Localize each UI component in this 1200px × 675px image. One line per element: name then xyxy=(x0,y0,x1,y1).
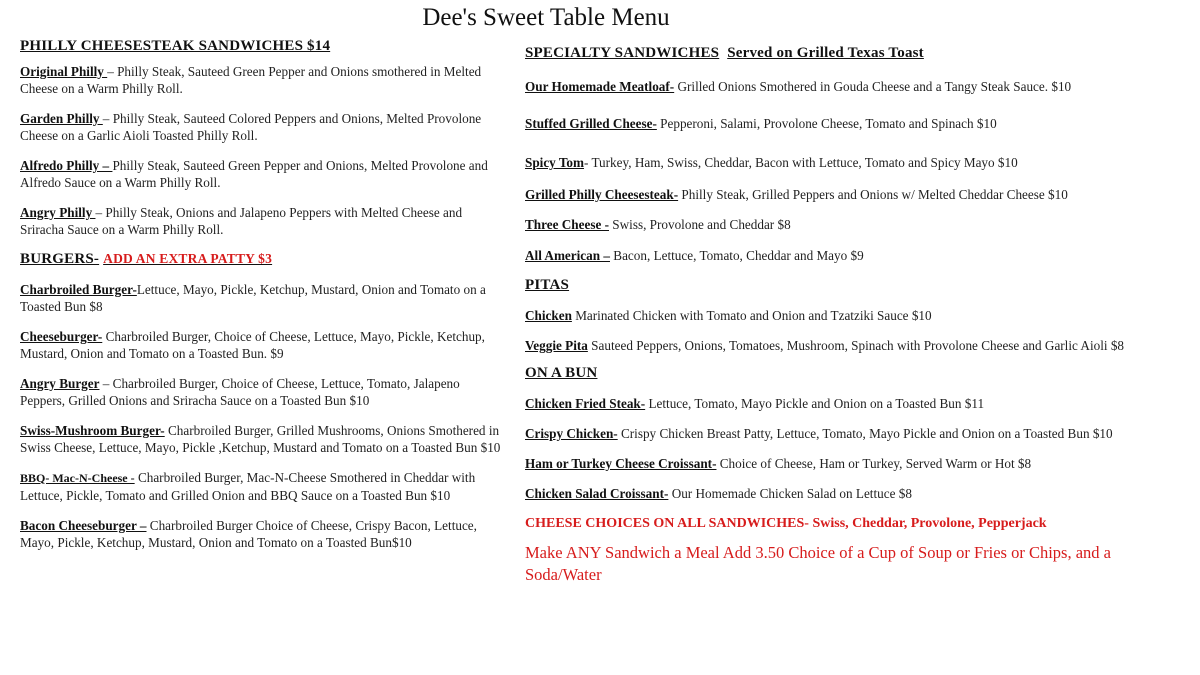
pitas-heading: PITAS xyxy=(525,277,570,293)
menu-title: Dee's Sweet Table Menu xyxy=(422,4,670,31)
item-name: Original Philly xyxy=(20,64,108,79)
menu-item xyxy=(525,216,1175,233)
item-desc: – Philly Steak, Onions and Jalapeno Peppers with Melted Cheese and Sriracha Sauce on a Warm Philly Roll. xyxy=(20,205,463,237)
item-name: Veggie Pita xyxy=(525,338,588,353)
menu-item xyxy=(525,455,1175,472)
menu-item xyxy=(20,375,508,409)
menu-item xyxy=(20,328,508,362)
item-desc: Marinated Chicken with Tomato and Onion and Tzatziki Sauce $10 xyxy=(571,308,932,323)
item-name: Spicy Tom xyxy=(525,155,585,170)
menu-item xyxy=(20,110,508,144)
item-name: Grilled Philly Cheesesteak- xyxy=(525,187,679,202)
specialty-heading xyxy=(525,45,1175,62)
item-desc: Charbroiled Burger, Grilled Mushrooms, Onions Smothered in Swiss Cheese, Lettuce, Mayo, Pickle ,Ketchup, Mustard and Tomato on a Toasted Bun $10 xyxy=(20,423,501,455)
cheese-choices: CHEESE CHOICES ON ALL SANDWICHES- Swiss, Cheddar, Provolone, Pepperjack xyxy=(525,516,1047,531)
item-desc: - Turkey, Ham, Swiss, Cheddar, Bacon with Lettuce, Tomato and Spicy Mayo $10 xyxy=(584,155,1018,170)
item-desc: Crispy Chicken Breast Patty, Lettuce, Tomato, Mayo Pickle and Onion on a Toasted Bun $10 xyxy=(617,426,1113,441)
burgers-heading xyxy=(20,251,508,268)
item-name: BBQ- Mac-N-Cheese - xyxy=(20,471,135,485)
served-note: Served on Grilled Texas Toast xyxy=(727,45,924,61)
menu-item xyxy=(525,395,1175,412)
menu-item xyxy=(525,337,1175,354)
item-desc: Charbroiled Burger, Choice of Cheese, Lettuce, Mayo, Pickle, Ketchup, Mustard, Onion and Tomato on a Toasted Bun. $9 xyxy=(20,329,485,361)
item-name: Stuffed Grilled Cheese- xyxy=(525,116,657,131)
menu-item xyxy=(525,154,1175,171)
item-desc: Our Homemade Chicken Salad on Lettuce $8 xyxy=(668,486,912,501)
item-name: Bacon Cheeseburger – xyxy=(20,518,147,533)
menu-item xyxy=(525,247,1175,264)
item-desc: – Philly Steak, Sauteed Green Pepper and Onions smothered in Melted Cheese on a Warm Philly Roll. xyxy=(20,64,482,96)
right-column xyxy=(525,45,1175,586)
burgers-title: BURGERS- xyxy=(20,251,100,267)
item-name: Crispy Chicken- xyxy=(525,426,618,441)
left-column xyxy=(20,38,508,551)
item-desc: Lettuce, Tomato, Mayo Pickle and Onion on a Toasted Bun $11 xyxy=(645,396,985,411)
meal-note: Make ANY Sandwich a Meal Add 3.50 Choice of a Cup of Soup or Fries or Chips, and a Soda/Water xyxy=(525,543,1111,584)
menu-item xyxy=(525,425,1175,442)
item-desc: Pepperoni, Salami, Provolone Cheese, Tomato and Spinach $10 xyxy=(656,116,997,131)
menu-item xyxy=(20,281,508,315)
item-desc: – Philly Steak, Sauteed Colored Peppers and Onions, Melted Provolone Cheese on a Garlic Aioli Toasted Philly Roll. xyxy=(20,111,482,143)
item-name: Ham or Turkey Cheese Croissant- xyxy=(525,456,717,471)
menu-item xyxy=(20,204,508,238)
item-name: Chicken xyxy=(525,308,572,323)
item-name: Chicken Fried Steak- xyxy=(525,396,646,411)
menu-item xyxy=(525,307,1175,324)
item-desc: Choice of Cheese, Ham or Turkey, Served Warm or Hot $8 xyxy=(716,456,1032,471)
item-desc: – Charbroiled Burger, Choice of Cheese, Lettuce, Tomato, Jalapeno Peppers, Grilled Onions and Sriracha Sauce on a Toasted Bun $10 xyxy=(20,376,460,408)
menu-item xyxy=(20,63,508,97)
menu-item xyxy=(525,186,1175,203)
menu-item xyxy=(20,422,508,456)
menu-item xyxy=(525,485,1175,502)
item-name: Three Cheese - xyxy=(525,217,609,232)
item-name: Garden Philly xyxy=(20,111,103,126)
menu-item xyxy=(20,157,508,191)
menu-item xyxy=(20,517,508,551)
item-desc: Bacon, Lettuce, Tomato, Cheddar and Mayo $9 xyxy=(609,248,864,263)
item-desc: Swiss, Provolone and Cheddar $8 xyxy=(609,217,791,232)
bun-heading: ON A BUN xyxy=(525,365,598,381)
item-name: Angry Philly xyxy=(20,205,96,220)
item-desc: Grilled Onions Smothered in Gouda Cheese and a Tangy Steak Sauce. $10 xyxy=(674,79,1072,94)
item-name: Alfredo Philly – xyxy=(20,158,113,173)
item-name: Chicken Salad Croissant- xyxy=(525,486,669,501)
item-desc: Philly Steak, Sauteed Green Pepper and Onions, Melted Provolone and Alfredo Sauce on a Warm Philly Roll. xyxy=(20,158,488,190)
item-desc: Charbroiled Burger Choice of Cheese, Crispy Bacon, Lettuce, Mayo, Pickle, Ketchup, Mustard, Onion and Tomato on a Toasted Bun$10 xyxy=(20,518,477,550)
item-name: Cheeseburger- xyxy=(20,329,103,344)
menu-item xyxy=(525,78,1175,95)
item-name: Our Homemade Meatloaf- xyxy=(525,79,675,94)
menu-item xyxy=(525,115,1175,132)
item-name: Charbroiled Burger- xyxy=(20,282,137,297)
item-desc: Lettuce, Mayo, Pickle, Ketchup, Mustard, Onion and Tomato on a Toasted Bun $8 xyxy=(20,282,486,314)
item-desc: Philly Steak, Grilled Peppers and Onions w/ Melted Cheddar Cheese $10 xyxy=(678,187,1068,202)
menu-item xyxy=(20,469,508,504)
extra-patty-note: ADD AN EXTRA PATTY $3 xyxy=(103,251,273,266)
item-desc: Sauteed Peppers, Onions, Tomatoes, Mushroom, Spinach with Provolone Cheese and Garlic Aioli $8 xyxy=(587,338,1125,353)
item-desc: Charbroiled Burger, Mac-N-Cheese Smothered in Cheddar with Lettuce, Pickle, Tomato and Grilled Onion and BBQ Sauce on a Toasted Bun $10 xyxy=(20,470,476,503)
item-name: All American – xyxy=(525,248,610,263)
item-name: Swiss-Mushroom Burger- xyxy=(20,423,165,438)
philly-heading: PHILLY CHEESESTEAK SANDWICHES $14 xyxy=(20,38,331,54)
specialty-title: SPECIALTY SANDWICHES xyxy=(525,45,720,61)
item-name: Angry Burger xyxy=(20,376,100,391)
